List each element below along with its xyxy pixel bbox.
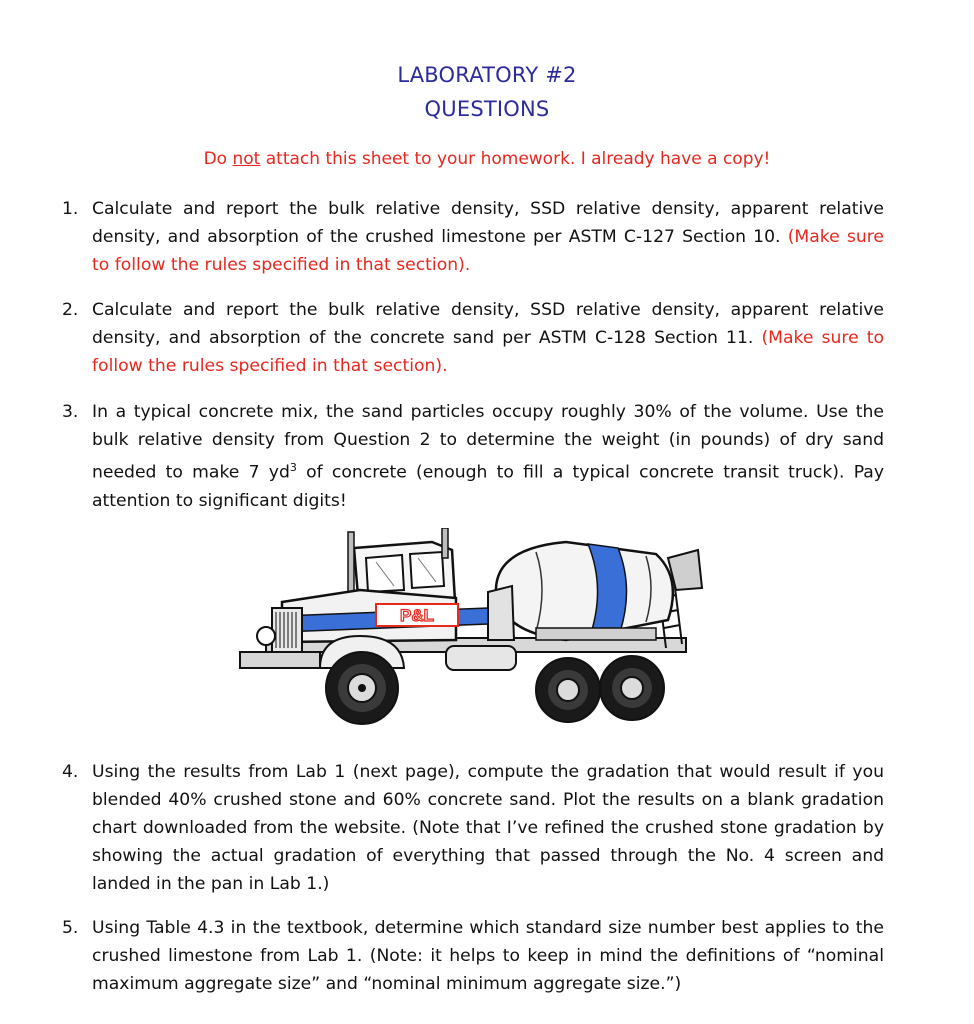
question-item-3	[56, 398, 884, 515]
concrete-truck-illustration	[236, 528, 708, 730]
question-number: 2.	[62, 300, 79, 320]
title-line-1: LABORATORY #2	[397, 63, 577, 87]
notice-underlined: not	[232, 149, 261, 169]
notice-text	[0, 146, 974, 172]
question-note: (Make sure to follow the rules specified in that section).	[92, 328, 885, 376]
question-text-before: In a typical concrete mix, the sand particles occupy roughly 30% of the volume. Use the bulk relative density from Question 2 to determine the weight (in pounds) of dry sand needed to make 7 yd	[92, 402, 884, 483]
question-item-4	[56, 758, 884, 898]
question-text: Calculate and report the bulk relative density, SSD relative density, apparent relative density, and absorption of the crushed limestone per ASTM C-127 Section 10.	[92, 199, 884, 247]
question-text: Calculate and report the bulk relative density, SSD relative density, apparent relative density, and absorption of the concrete sand per ASTM C-128 Section 11.	[92, 300, 884, 348]
question-body: Using the results from Lab 1 (next page), compute the gradation that would result if you blended 40% crushed stone and 60% concrete sand. Plot the results on a blank gradation chart downloaded from the website. (Note that I’ve refined the crushed stone gradation by showing the actual gradation of everything that passed through the No. 4 screen and landed in the pan in Lab 1.)	[92, 762, 884, 894]
notice-after: attach this sheet to your homework. I already have a copy!	[260, 149, 771, 169]
question-body: Using Table 4.3 in the textbook, determine which standard size number best applies to the crushed limestone from Lab 1. (Note: it helps to keep in mind the definitions of “nominal maximum aggregate size” and “nominal minimum aggregate size.”)	[92, 918, 884, 994]
question-body	[92, 398, 884, 515]
question-number: 3.	[62, 402, 79, 422]
question-text-after: of concrete (enough to fill a typical concrete transit truck). Pay attention to significant digits!	[92, 462, 884, 511]
question-superscript: 3	[289, 461, 297, 474]
truck-logo-text: P&L	[400, 606, 434, 625]
title-line-2: QUESTIONS	[424, 97, 550, 121]
question-body	[92, 195, 884, 279]
question-number: 5.	[62, 918, 79, 938]
page-title	[0, 58, 974, 126]
question-item-1	[56, 195, 884, 279]
question-number: 1.	[62, 199, 79, 219]
question-number: 4.	[62, 762, 79, 782]
question-body	[92, 296, 884, 380]
question-item-5	[56, 914, 884, 998]
question-item-2	[56, 296, 884, 380]
notice-before: Do	[203, 149, 233, 169]
question-note: (Make sure to follow the rules specified in that section).	[92, 227, 884, 275]
